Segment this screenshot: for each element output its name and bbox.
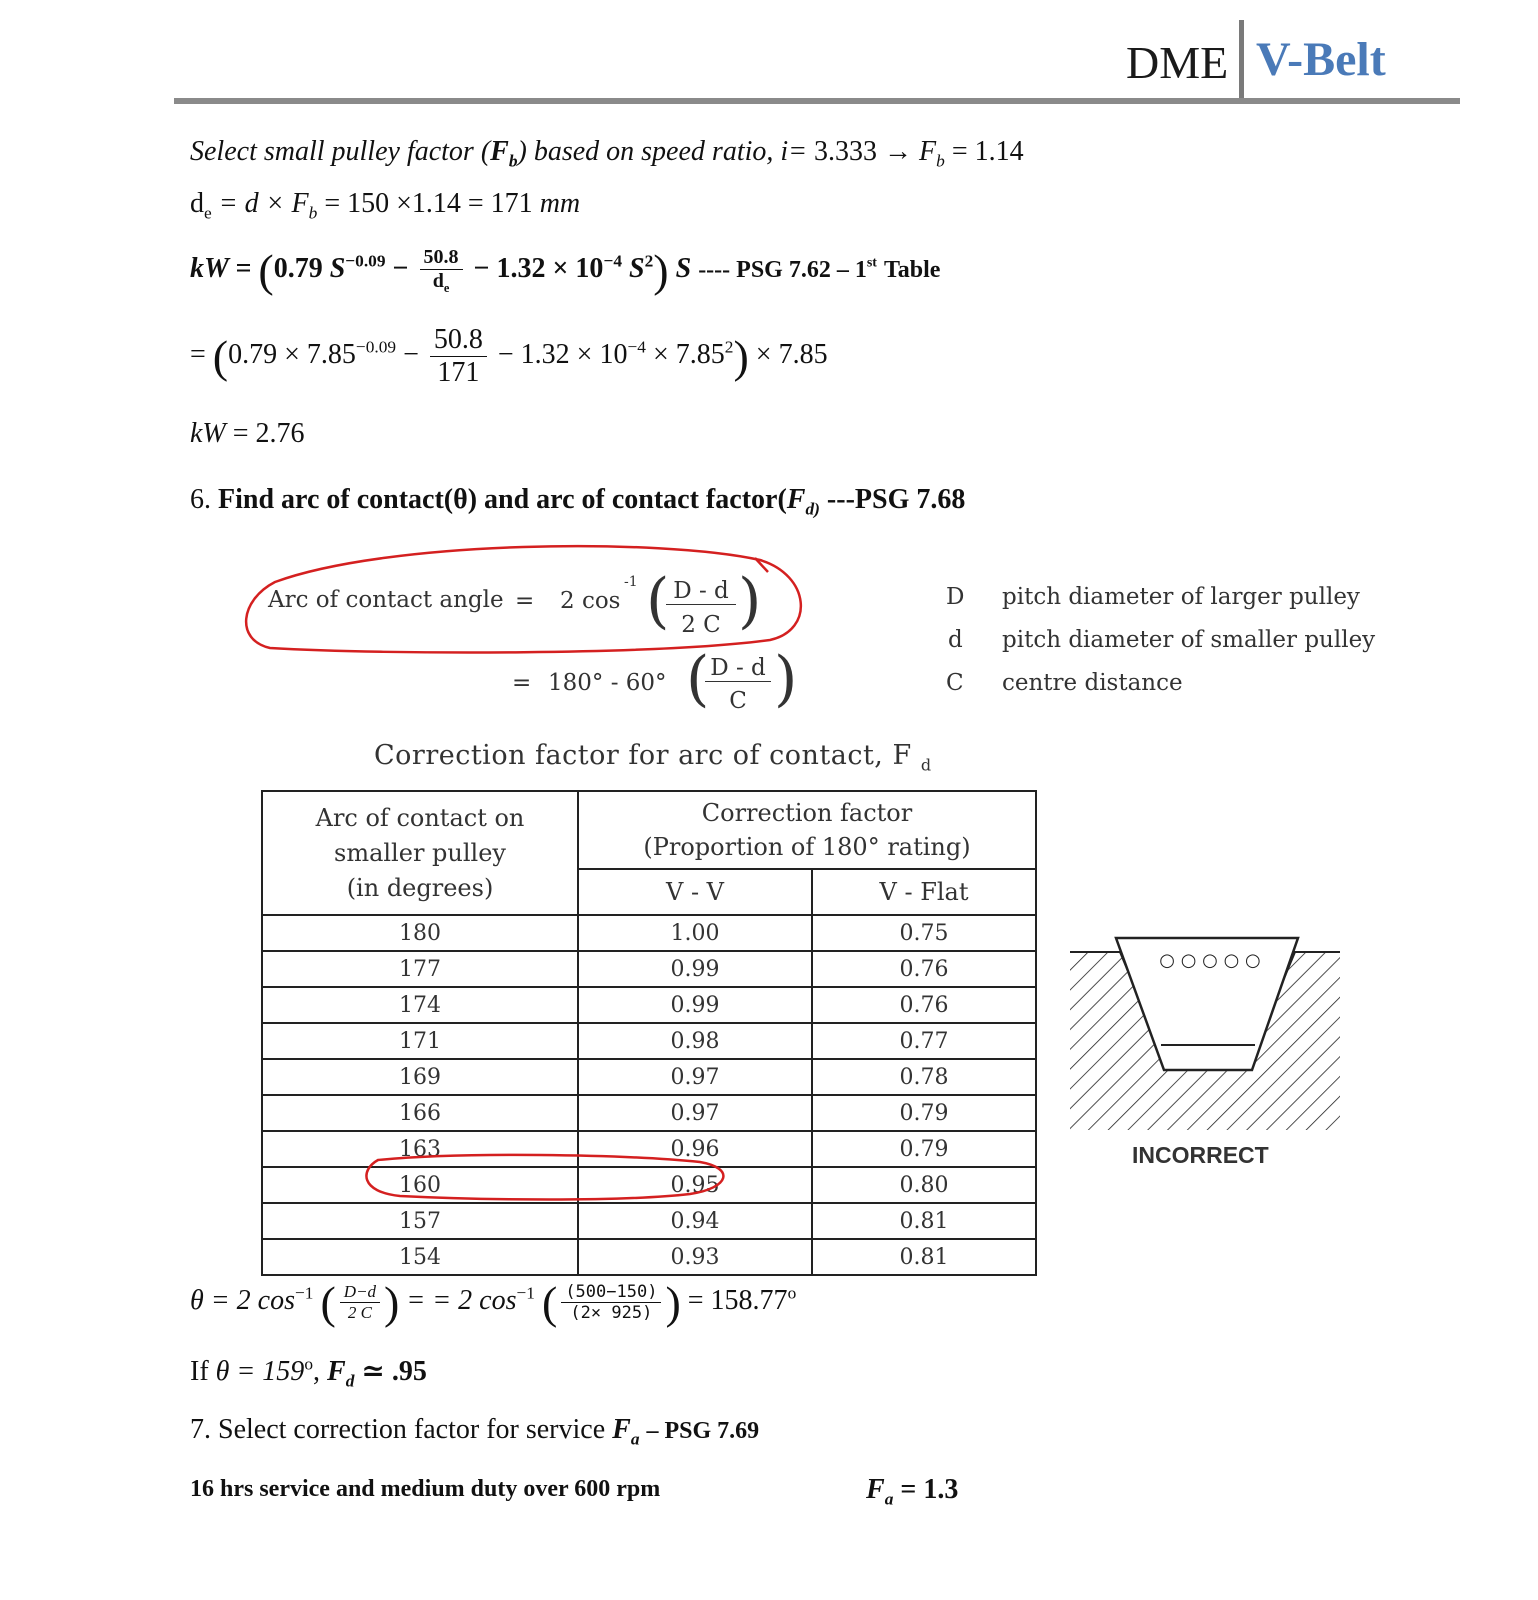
header-left-title: DME xyxy=(1126,37,1229,88)
header-rule xyxy=(174,98,1460,104)
header-right-title: V-Belt xyxy=(1256,33,1386,86)
cell-arc: 160 xyxy=(262,1167,578,1203)
de-equation: $d_e = d \times F_b = 150 \times 1.14 = 171$ mm xyxy=(190,188,581,223)
cell-arc: 163 xyxy=(262,1131,578,1167)
theta-equation: θ = 2 $\cos^{-1}$ ( $\frac{D-d}{2 C}$ ) = = 2 $\cos^{-1}$ ( $\frac{(500-150)}{(2\times 925)}$ ) = $158.77^o$ xyxy=(190,1277,797,1328)
kw-result: kW = 2.76 xyxy=(190,418,305,449)
formula-paren-right: ) xyxy=(738,566,762,636)
col-header-vv: V - V xyxy=(578,869,812,915)
cell-vv: 0.93 xyxy=(578,1239,812,1275)
cell-vflat: 0.81 xyxy=(812,1239,1036,1275)
cell-vflat: 0.79 xyxy=(812,1131,1036,1167)
col-header-correction: Correction factor (Proportion of 180° rating) xyxy=(578,791,1036,869)
formula-eq2: = xyxy=(512,670,532,696)
table-row xyxy=(262,1239,1036,1275)
vbelt-incorrect-diagram xyxy=(1070,930,1350,1140)
diagram-label: INCORRECT xyxy=(1132,1142,1269,1168)
formula-alt: 180° - 60° xyxy=(548,670,667,696)
cell-vv: 0.98 xyxy=(578,1023,812,1059)
cell-arc: 174 xyxy=(262,987,578,1023)
service-line: 16 hrs service and medium duty over 600 rpm xyxy=(190,1476,661,1502)
cell-arc: 180 xyxy=(262,915,578,951)
table-row xyxy=(262,1059,1036,1095)
cell-vflat: 0.78 xyxy=(812,1059,1036,1095)
table-row xyxy=(262,951,1036,987)
cell-vflat: 0.79 xyxy=(812,1095,1036,1131)
arc-angle-label: Arc of contact angle xyxy=(268,587,504,613)
fraction-50.8-de: $\frac{50.8}{d_e}$ xyxy=(420,246,463,296)
table-row xyxy=(262,915,1036,951)
left-paren: ( xyxy=(258,245,274,296)
header-divider xyxy=(1239,20,1244,98)
cell-vv: 0.94 xyxy=(578,1203,812,1239)
cell-vv: 0.95 xyxy=(578,1167,812,1203)
kw-formula: kW = (0.79 $S^{-0.09}$ − $\frac{50.8}{d_e}$ − $1.32 \times 10^{-4}$ $S^2$) S ---- PSG 7.62 – 1st Table xyxy=(190,245,941,296)
legend-symbol-C: C xyxy=(946,670,964,696)
col-header-arc: Arc of contact on smaller pulley (in degrees) xyxy=(262,791,578,915)
cell-vv: 0.96 xyxy=(578,1131,812,1167)
cell-vflat: 0.80 xyxy=(812,1167,1036,1203)
legend-desc-D: pitch diameter of larger pulley xyxy=(1002,584,1360,610)
cell-vv: 1.00 xyxy=(578,915,812,951)
cell-arc: 157 xyxy=(262,1203,578,1239)
table-title: Correction factor for arc of contact, F $_d$ xyxy=(374,740,932,775)
formula-eq: = xyxy=(515,588,535,614)
cell-vv: 0.99 xyxy=(578,987,812,1023)
col-header-vflat: V - Flat xyxy=(812,869,1036,915)
legend-desc-C: centre distance xyxy=(1002,670,1183,696)
cell-vflat: 0.76 xyxy=(812,987,1036,1023)
cell-vv: 0.97 xyxy=(578,1059,812,1095)
cell-arc: 154 xyxy=(262,1239,578,1275)
cell-vflat: 0.81 xyxy=(812,1203,1036,1239)
fraction-50.8-171: $\frac{50.8}{171}$ xyxy=(430,324,487,389)
table-row xyxy=(262,987,1036,1023)
cell-arc: 169 xyxy=(262,1059,578,1095)
cell-arc: 171 xyxy=(262,1023,578,1059)
cell-vflat: 0.75 xyxy=(812,915,1036,951)
formula-denominator: 2 C xyxy=(681,612,721,638)
if-theta-line: If $\theta = 159^o$, $F_d$ ≃ .95 xyxy=(190,1354,427,1391)
formula-2cos: 2 cos xyxy=(560,588,621,614)
cell-arc: 177 xyxy=(262,951,578,987)
formula-numerator: D - d xyxy=(666,578,736,605)
pulley-factor-line: Select small pulley factor $(F_b)$ based on speed ratio, $i= 3.333 \to F_b = 1.14$ xyxy=(190,136,1024,171)
cell-arc: 166 xyxy=(262,1095,578,1131)
belt-cord-dots: ○ ○ ○ ○ ○ xyxy=(1159,950,1261,971)
cell-vflat: 0.77 xyxy=(812,1023,1036,1059)
formula-inverse: -1 xyxy=(624,574,638,590)
legend-desc-d: pitch diameter of smaller pulley xyxy=(1002,627,1376,653)
kw-substitution: = ($0.79 \times 7.85^{-0.09}$ − $\frac{50.8}{171}$ − $1.32 \times 10^{-4} \times 7.85^2) \times 7.85$ xyxy=(190,324,828,388)
formula-numerator-2: D - d xyxy=(705,655,771,682)
cell-vflat: 0.76 xyxy=(812,951,1036,987)
step-7-heading: 7. Select correction factor for service $F_a$ – PSG 7.69 xyxy=(190,1414,760,1449)
table-row xyxy=(262,1023,1036,1059)
step-6-heading: 6. Find arc of contact(θ) and arc of contact $factor(F_{d)}$ ---PSG 7.68 xyxy=(190,484,966,519)
formula-highlight-ellipse xyxy=(240,540,810,660)
formula-denominator-2: C xyxy=(729,688,747,714)
formula-paren-left: ( xyxy=(646,566,670,636)
fa-value: $F_a = 1.3$ xyxy=(866,1474,959,1509)
row-160-highlight xyxy=(360,1150,740,1210)
legend-symbol-D: D xyxy=(946,584,965,610)
legend-symbol-d: d xyxy=(948,627,963,653)
cell-vv: 0.97 xyxy=(578,1095,812,1131)
cell-vv: 0.99 xyxy=(578,951,812,987)
table-row xyxy=(262,1095,1036,1131)
